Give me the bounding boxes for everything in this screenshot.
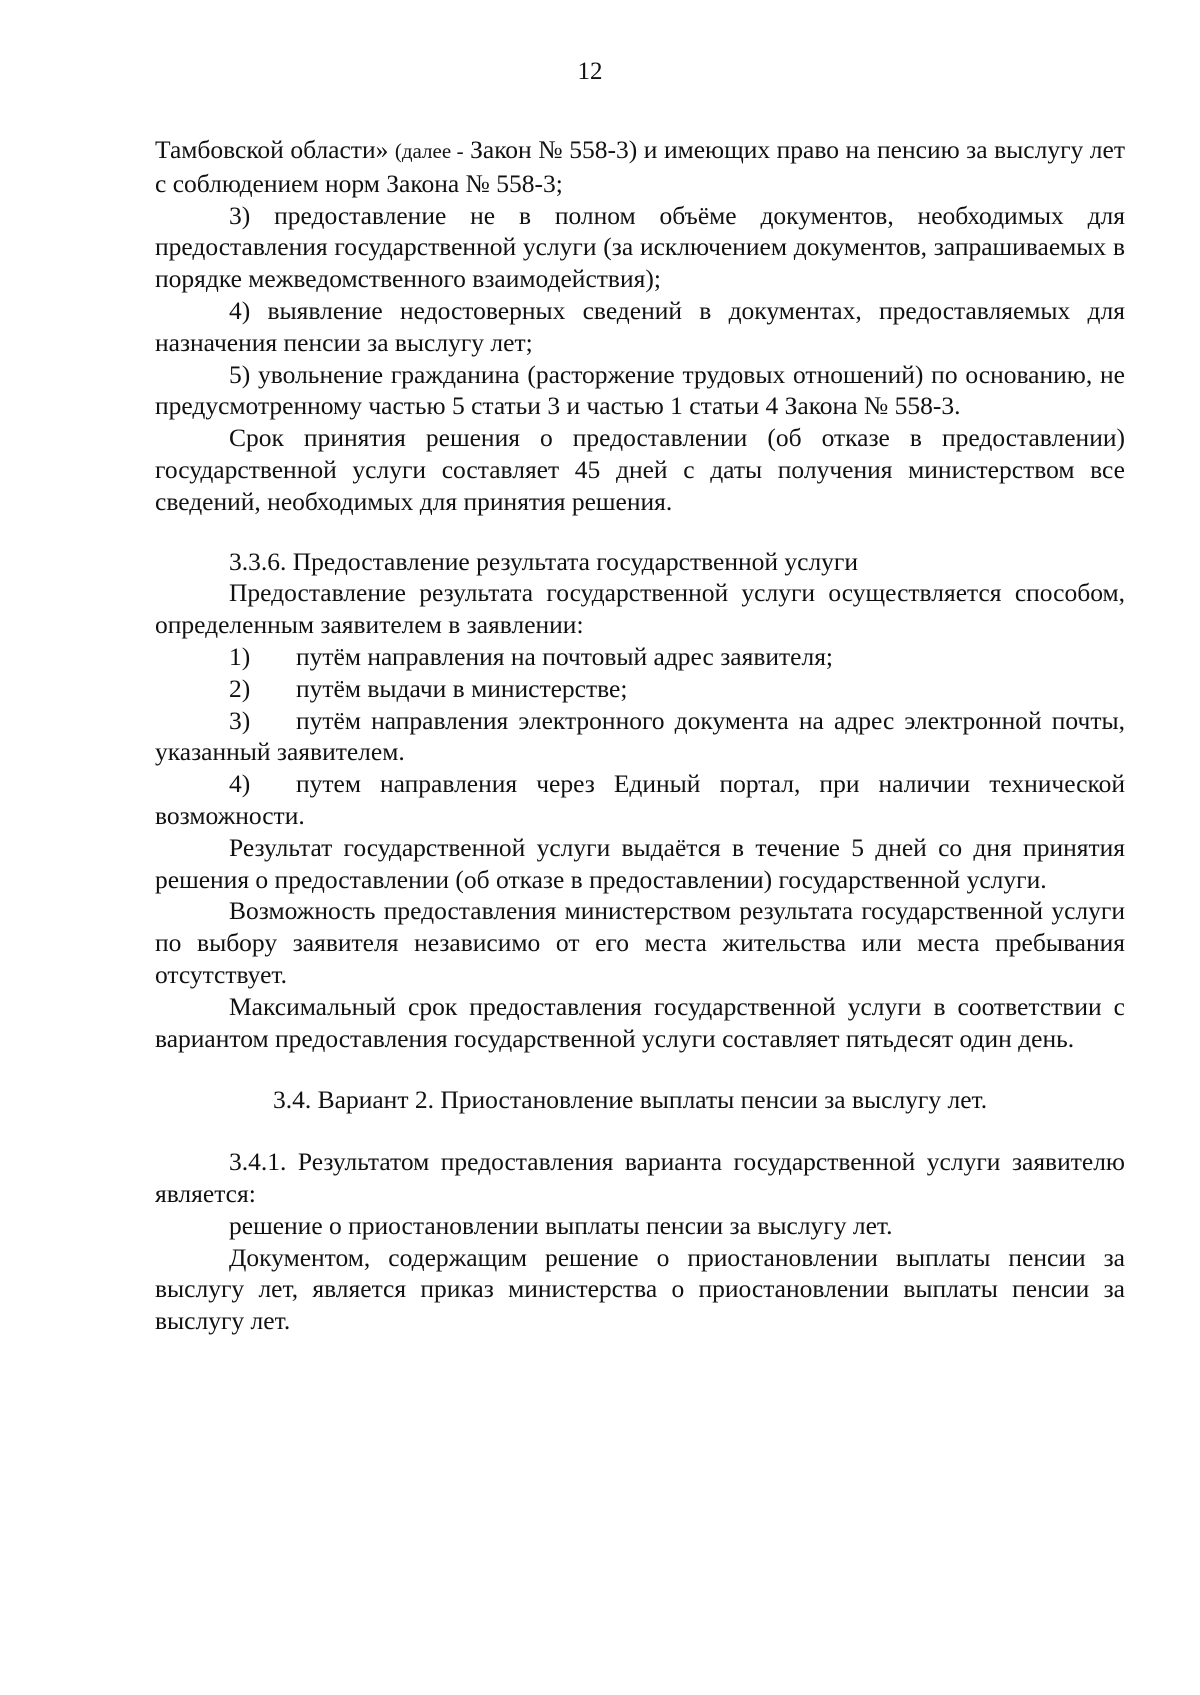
paragraph-result-choice: Возможность предоставления министерством результата государственной услуги по выбору заявителя независимо от его места жительства или места пребывания отсутствует. — [155, 896, 1125, 989]
list-item-number: 2) — [229, 673, 251, 703]
list-item-number: 3) — [229, 705, 251, 735]
list-item-text: путем направления через Единый портал, при наличии технической возможности. — [155, 769, 1125, 830]
list-item-text: путём направления на почтовый адрес заявителя; — [296, 641, 834, 671]
paragraph-result-issue: Результат государственной услуги выдаётся в течение 5 дней со дня принятия решения о предоставлении (об отказе в предоставлении) государственной услуги. — [155, 832, 1125, 894]
list-item — [155, 705, 1125, 769]
paragraph-max-term: Максимальный срок предоставления государственной услуги в соответствии с вариантом предоставления государственной услуги составляет пятьдесят один день. — [155, 991, 1125, 1053]
paragraph-law-reference-b: (далее - — [394, 139, 464, 163]
paragraph-item-5: 5) увольнение гражданина (расторжение трудовых отношений) по основанию, не предусмотренному частью 5 статьи 3 и частью 1 статьи 4 Закона № 558-3. — [155, 359, 1125, 421]
paragraph-item-3: 3) предоставление не в полном объёме документов, необходимых для предоставления государственной услуги (за исключением документов, запрашиваемых в порядке межведомственного взаимодействия); — [155, 200, 1125, 294]
paragraph-decision-term: Срок принятия решения о предоставлении (об отказе в предоставлении) государственной услуги составляет 45 дней с даты получения министерством все сведений, необходимых для принятия решения. — [155, 423, 1125, 516]
paragraph-decision: решение о приостановлении выплаты пенсии за выслугу лет. — [229, 1210, 893, 1240]
paragraph-3-4-1: 3.4.1. Результатом предоставления варианта государственной услуги заявителю является: — [155, 1147, 1125, 1208]
section-heading-3-3-6: 3.3.6. Предоставление результата государственной услуги — [229, 546, 859, 576]
section-heading-3-4: 3.4. Вариант 2. Приостановление выплаты пенсии за выслугу лет. — [273, 1085, 988, 1115]
list-item — [155, 673, 1125, 705]
paragraph-law-reference — [155, 134, 1125, 200]
document-body — [155, 134, 1125, 1337]
paragraph-item-4: 4) выявление недостоверных сведений в документах, предоставляемых для назначения пенсии за выслугу лет; — [155, 295, 1125, 357]
paragraph-result-method: Предоставление результата государственной услуги осуществляется способом, определенным заявителем в заявлении: — [155, 578, 1125, 640]
list-item-number: 1) — [229, 641, 251, 671]
paragraph-law-reference-c: Закон № 558-3) и имеющих право на пенсию за выслугу лет с соблюдением норм Закона № 558-3; — [155, 135, 1125, 198]
list-item-number: 4) — [229, 769, 251, 799]
paragraph-document-order: Документом, содержащим решение о приостановлении выплаты пенсии за выслугу лет, является приказ министерства о приостановлении выплаты пенсии за выслугу лет. — [155, 1242, 1125, 1336]
list-item — [155, 768, 1125, 832]
list-item — [155, 641, 1125, 673]
list-item-text: путём направления электронного документа на адрес электронной почты, указанный заявителем. — [155, 705, 1125, 767]
paragraph-law-reference-a: Тамбовской области» — [155, 135, 389, 164]
list-item-text: путём выдачи в министерстве; — [296, 673, 628, 703]
page-number: 12 — [577, 58, 603, 85]
